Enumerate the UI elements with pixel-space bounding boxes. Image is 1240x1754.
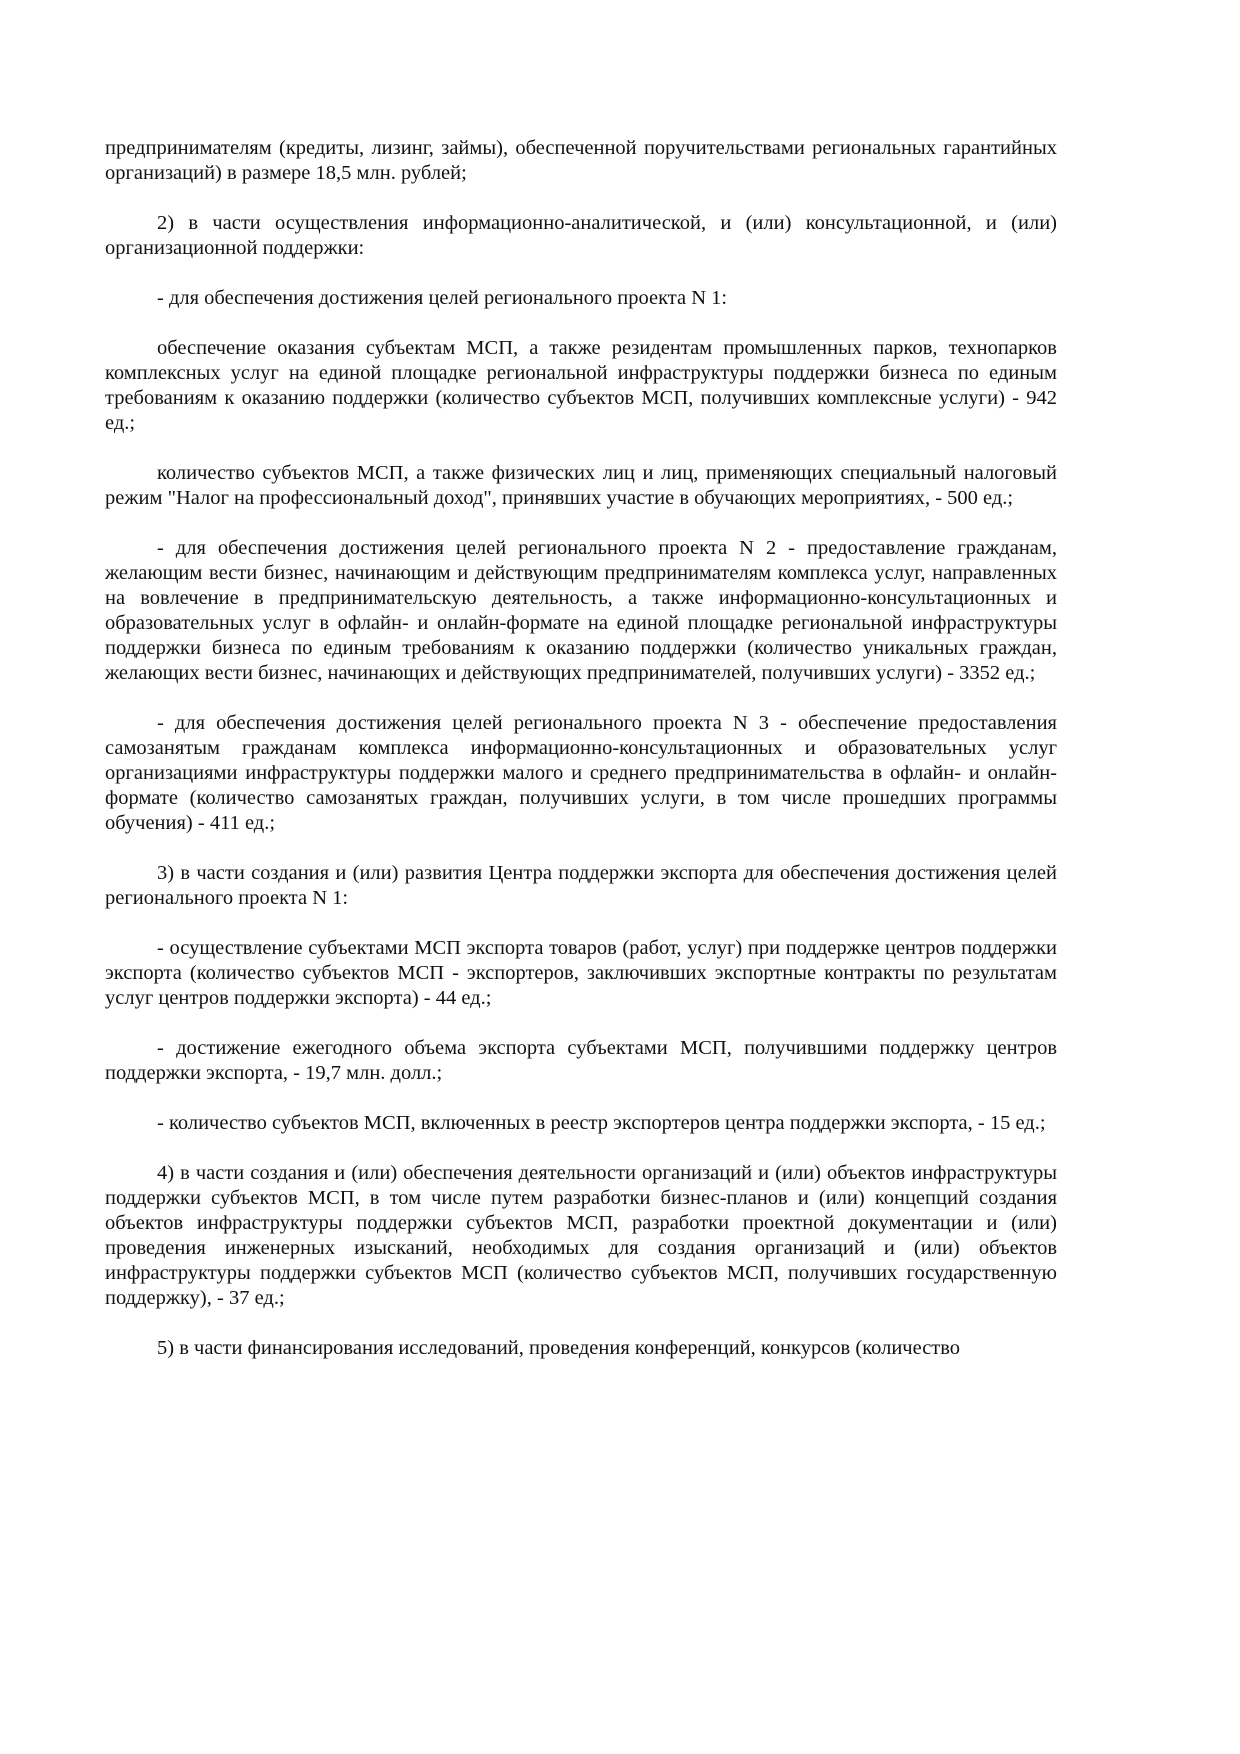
paragraph-item-4-infrastructure: 4) в части создания и (или) обеспечения деятельности организаций и (или) объектов инфраструктуры поддержки субъектов МСП, в том числе путем разработки бизнес-планов и (или) концепций создания объектов инфраструктуры поддержки субъектов МСП, разработки проектной документации и (или) проведения инженерных изысканий, необходимых для создания организаций и (или) объектов инфраструктуры поддержки субъектов МСП (количество субъектов МСП, получивших государственную поддержку), - 37 ед.; [105, 1162, 1057, 1309]
paragraph-item-3-export-center: 3) в части создания и (или) развития Центра поддержки экспорта для обеспечения достижения целей регионального проекта N 1: [105, 862, 1057, 909]
document-page [105, 136, 1057, 1386]
paragraph-item-2-heading: 2) в части осуществления информационно-аналитической, и (или) консультационной, и (или) организационной поддержки: [105, 212, 1057, 259]
paragraph-project-3: - для обеспечения достижения целей регионального проекта N 3 - обеспечение предоставления самозанятым гражданам комплекса информационно-консультационных и образовательных услуг организациями инфраструктуры поддержки малого и среднего предпринимательства в офлайн- и онлайн-формате (количество самозанятых граждан, получивших услуги, в том числе прошедших программы обучения) - 411 ед.; [105, 712, 1057, 834]
paragraph-complex-services: обеспечение оказания субъектам МСП, а также резидентам промышленных парков, технопарков комплексных услуг на единой площадке региональной инфраструктуры поддержки бизнеса по единым требованиям к оказанию поддержки (количество субъектов МСП, получивших комплексные услуги) - 942 ед.; [105, 337, 1057, 434]
paragraph-project-2: - для обеспечения достижения целей регионального проекта N 2 - предоставление гражданам, желающим вести бизнес, начинающим и действующим предпринимателям комплекса услуг, направленных на вовлечение в предпринимательскую деятельность, а также информационно-консультационных и образовательных услуг в офлайн- и онлайн-формате на единой площадке региональной инфраструктуры поддержки бизнеса по единым требованиям к оказанию поддержки (количество уникальных граждан, желающих вести бизнес, начинающих и действующих предпринимателей, получивших услуги) - 3352 ед.; [105, 537, 1057, 684]
paragraph-project-1-heading: - для обеспечения достижения целей регионального проекта N 1: [157, 287, 728, 309]
paragraph-guarantee-continuation: предпринимателям (кредиты, лизинг, займы), обеспеченной поручительствами региональных гарантийных организаций) в размере 18,5 млн. рублей; [105, 137, 1057, 184]
paragraph-item-5-research: 5) в части финансирования исследований, проведения конференций, конкурсов (количество [157, 1337, 961, 1359]
paragraph-exporters-registry: - количество субъектов МСП, включенных в реестр экспортеров центра поддержки экспорта, - 15 ед.; [157, 1112, 1046, 1134]
paragraph-export-volume: - достижение ежегодного объема экспорта субъектами МСП, получившими поддержку центров поддержки экспорта, - 19,7 млн. долл.; [105, 1037, 1057, 1084]
paragraph-training-events: количество субъектов МСП, а также физических лиц и лиц, применяющих специальный налоговый режим "Налог на профессиональный доход", принявших участие в обучающих мероприятиях, - 500 ед.; [105, 462, 1057, 509]
paragraph-export-contracts: - осуществление субъектами МСП экспорта товаров (работ, услуг) при поддержке центров поддержки экспорта (количество субъектов МСП - экспортеров, заключивших экспортные контракты по результатам услуг центров поддержки экспорта) - 44 ед.; [105, 937, 1057, 1009]
